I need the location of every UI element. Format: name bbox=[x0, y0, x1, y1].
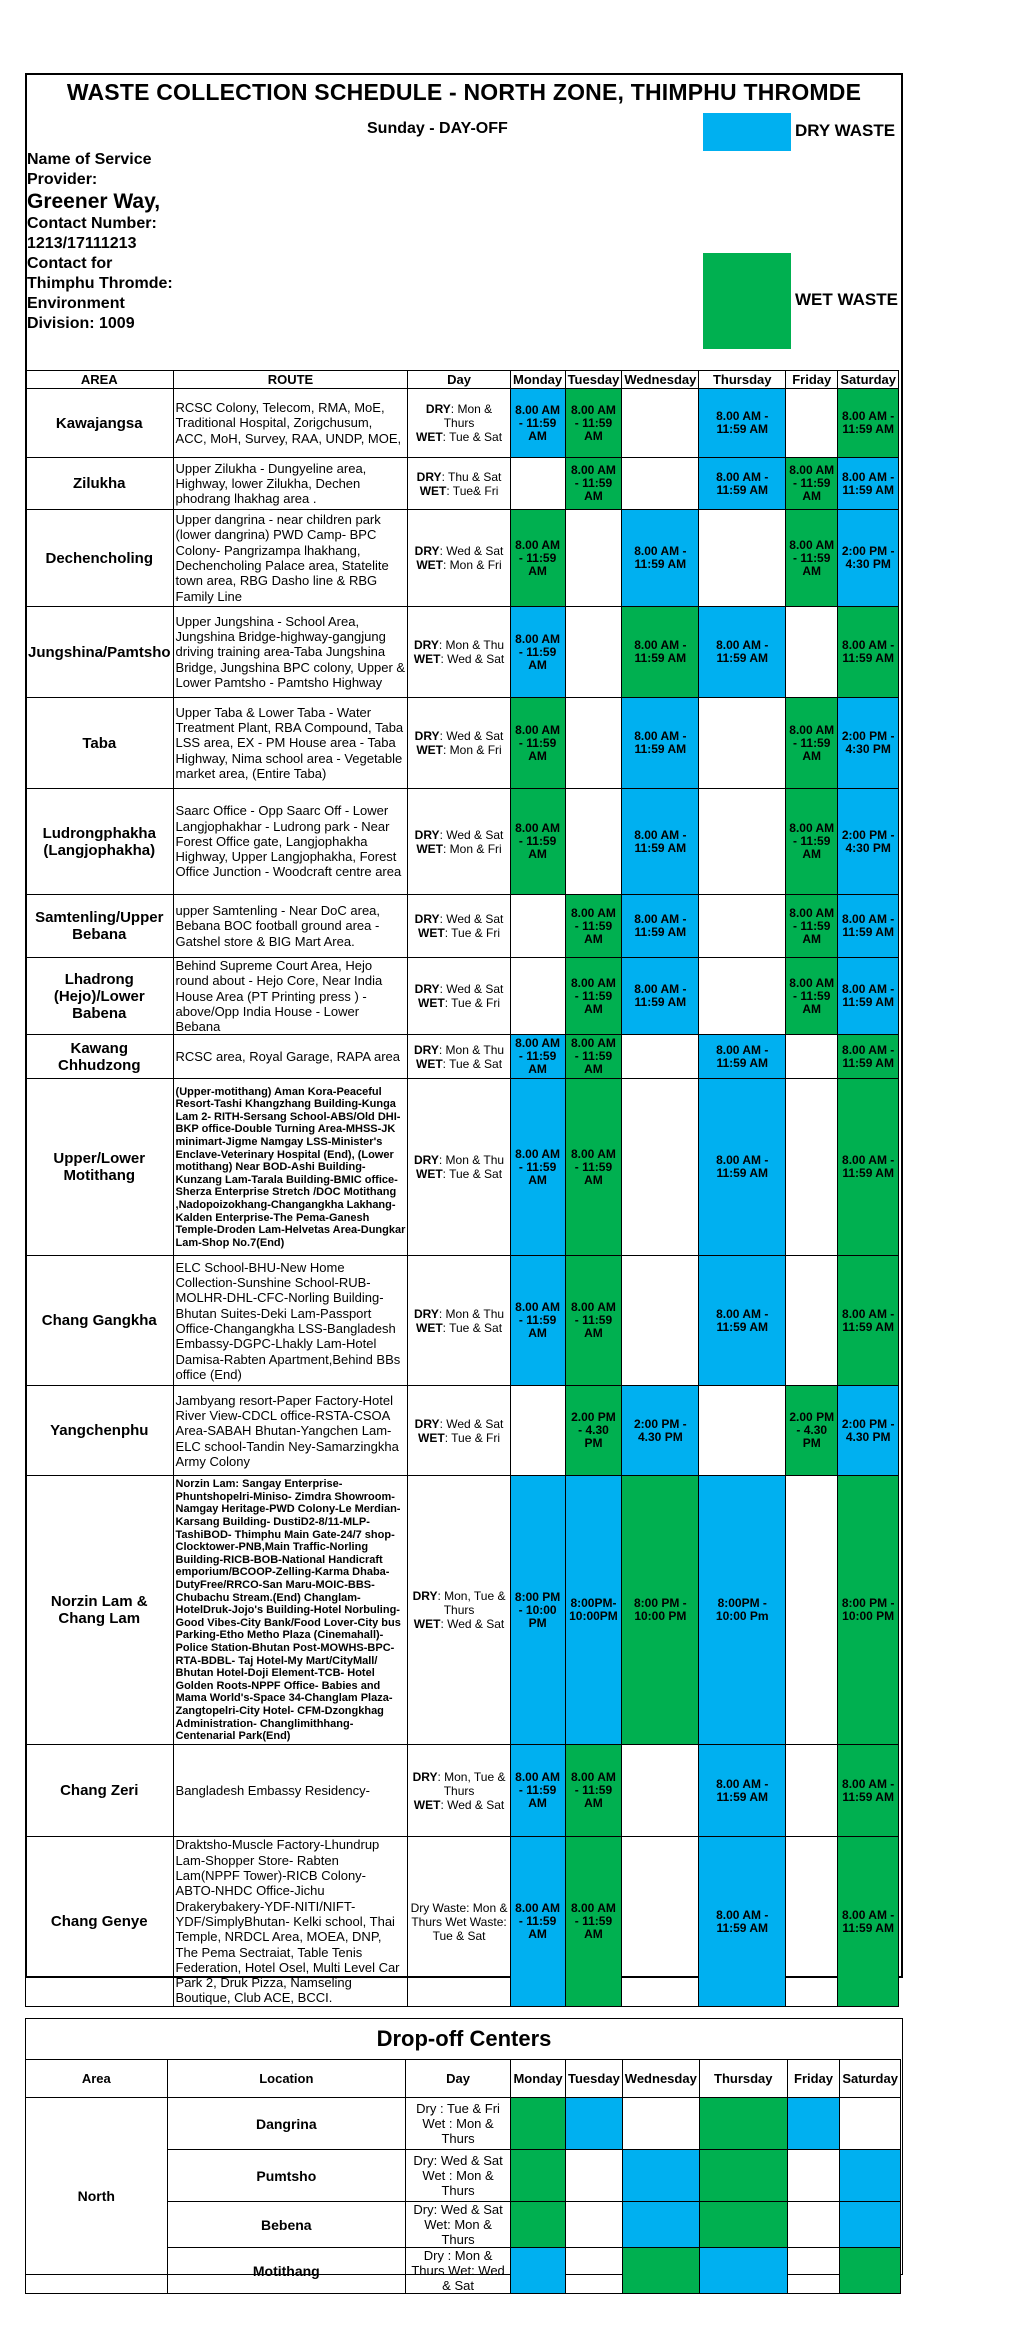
wet-days: : Tue & Fri bbox=[444, 926, 501, 940]
dry-days: : Mon & Thu bbox=[438, 1042, 505, 1057]
dropoff-slot-thursday bbox=[699, 2098, 787, 2150]
schedule-row bbox=[26, 389, 899, 458]
collection-slot-friday bbox=[786, 1745, 838, 1837]
dropoff-header-area: Area bbox=[26, 2060, 168, 2098]
dropoff-slot-friday bbox=[787, 2202, 840, 2248]
route-description: Upper Jungshina - School Area, Jungshina Bridge-highway-gangjung driving training area-Taba Jungshina Bridge, Jungshina BPC colony, Upper & Lower Pamtsho - Pamtsho Highway bbox=[173, 607, 408, 698]
collection-slot-wednesday bbox=[622, 1035, 699, 1079]
collection-slot-wednesday bbox=[622, 458, 699, 510]
day-off-note: Sunday - DAY-OFF bbox=[367, 120, 508, 137]
route-description: (Upper-motithang) Aman Kora-Peaceful Resort-Tashi Khangzhang Building-Kunga Lam 2- RITH-Sersang School-ABS/Old DHI-BKP office-Double Turning Area-MHSS-JK minimart-Jigme Namgay LSS-Minister's Enclave-Veterinary Hospital (End), (Lower motithang) Near BOD-Ashi Building-Kunzang Lam-Tarala Building-BMIC office-Sherza Enterprise Stretch /DOC Motithang ,Nadopoizokhang-Changangkha Lakhang-Kalden Enterprise-The Pema-Ganesh Temple-Droden Lam-Helvetas Area-Dungkar Lam-Shop No.7(End) bbox=[173, 1079, 408, 1256]
collection-days bbox=[408, 1256, 510, 1386]
dry-waste-legend-label: DRY WASTE bbox=[795, 121, 896, 140]
collection-slot-thursday: 8.00 AM - 11:59 AM bbox=[699, 607, 786, 698]
collection-slot-monday: 8:00 PM - 10:00 PM bbox=[510, 1476, 565, 1745]
route-description: Jambyang resort-Paper Factory-Hotel River View-CDCL office-RSTA-CSOA Area-SABAH Bhutan-Yangchen Lam-ELC school-Tandin Ney-Samarzingkha Army Colony bbox=[173, 1386, 408, 1476]
collection-slot-tuesday: 8.00 AM - 11:59 AM bbox=[565, 1035, 622, 1079]
wet-days: : Tue & Sat bbox=[442, 430, 503, 444]
dropoff-slot-wednesday bbox=[622, 2098, 699, 2150]
route-description: Upper Taba & Lower Taba - Water Treatment Plant, RBA Compound, Taba LSS area, EX - PM House area - Taba Highway, Nima school area - Vegetable market area, (Entire Taba) bbox=[173, 698, 408, 789]
collection-slot-saturday: 2:00 PM - 4.30 PM bbox=[838, 1386, 899, 1476]
dry-days: : Mon & Thu bbox=[438, 1153, 505, 1168]
wet-days: : Mon & Fri bbox=[443, 743, 502, 757]
collection-slot-saturday: 2:00 PM - 4:30 PM bbox=[838, 510, 899, 607]
collection-slot-saturday: 8.00 AM - 11:59 AM bbox=[838, 1837, 899, 2006]
contact-number: 1213/17111213 bbox=[27, 235, 137, 252]
page-title: WASTE COLLECTION SCHEDULE - NORTH ZONE, THIMPHU THROMDE bbox=[66, 79, 862, 105]
collection-slot-monday: 8.00 AM - 11:59 AM bbox=[510, 789, 565, 895]
wet-key: WET bbox=[416, 743, 444, 757]
area-name: Kawajangsa bbox=[26, 389, 174, 458]
dry-key: DRY bbox=[414, 1306, 439, 1321]
collection-slot-tuesday bbox=[565, 698, 622, 789]
dry-days: : Wed & Sat bbox=[439, 982, 504, 997]
dropoff-slot-monday bbox=[511, 2098, 566, 2150]
collection-slot-friday: 2.00 PM - 4.30 PM bbox=[786, 1386, 838, 1476]
dropoff-table bbox=[25, 2059, 901, 2294]
column-header-tuesday: Tuesday bbox=[565, 371, 622, 389]
collection-slot-friday bbox=[786, 1079, 838, 1256]
collection-slot-monday: 8.00 AM - 11:59 AM bbox=[510, 1745, 565, 1837]
dry-key: DRY bbox=[412, 1589, 438, 1604]
column-header-route: ROUTE bbox=[173, 371, 408, 389]
collection-slot-tuesday bbox=[565, 607, 622, 698]
area-name: Chang Zeri bbox=[26, 1745, 174, 1837]
dry-key: DRY bbox=[414, 1416, 440, 1431]
dropoff-slot-saturday bbox=[840, 2248, 901, 2294]
dropoff-slot-friday bbox=[787, 2150, 840, 2202]
wet-days: : Tue & Sat bbox=[442, 1056, 503, 1071]
collection-slot-thursday: 8:00PM - 10:00 Pm bbox=[699, 1476, 786, 1745]
collection-slot-saturday: 8.00 AM - 11:59 AM bbox=[838, 458, 899, 510]
collection-slot-tuesday bbox=[565, 789, 622, 895]
collection-slot-tuesday: 8.00 AM - 11:59 AM bbox=[565, 389, 622, 458]
collection-slot-friday bbox=[786, 389, 838, 458]
collection-slot-tuesday: 8.00 AM - 11:59 AM bbox=[565, 458, 622, 510]
dropoff-header-friday: Friday bbox=[787, 2060, 840, 2098]
collection-slot-saturday: 8:00 PM - 10:00 PM bbox=[838, 1476, 899, 1745]
collection-slot-tuesday: 2.00 PM - 4.30 PM bbox=[565, 1386, 622, 1476]
dry-days: : Mon, Tue & Thurs bbox=[437, 1769, 506, 1798]
provider-label: Name of Service Provider: bbox=[27, 151, 152, 188]
collection-days bbox=[408, 1035, 510, 1079]
collection-slot-saturday: 8.00 AM - 11:59 AM bbox=[838, 1079, 899, 1256]
area-name: Samtenling/Upper Bebana bbox=[26, 895, 174, 958]
collection-slot-saturday: 8.00 AM - 11:59 AM bbox=[838, 958, 899, 1035]
column-header-monday: Monday bbox=[510, 371, 565, 389]
collection-slot-saturday: 8.00 AM - 11:59 AM bbox=[838, 1256, 899, 1386]
wet-key: WET bbox=[418, 1430, 445, 1445]
collection-slot-thursday bbox=[699, 698, 786, 789]
dropoff-slot-monday bbox=[511, 2202, 566, 2248]
route-description: Saarc Office - Opp Saarc Off - Lower Langjophakhar - Ludrong park - Near Forest Office gate, Langjophakha Highway, Upper Langjophakha, Forest Office Junction - Woodcraft centre area bbox=[173, 789, 408, 895]
collection-slot-tuesday: 8.00 AM - 11:59 AM bbox=[565, 958, 622, 1035]
dry-days: : Wed & Sat bbox=[439, 729, 504, 743]
schedule-row bbox=[26, 1837, 899, 2006]
route-description: Draktsho-Muscle Factory-Lhundrup Lam-Shopper Store- Rabten Lam(NPPF Tower)-RICB Colony-ABTO-NHDC Office-Jichu Drakerybakery-YDF-NITI/NIFT-YDF/SimplyBhutan- Kelki school, Thai Temple, NRDCL Area, MOEA, DNP, The Pema Sectraiat, Table Tenis Federation, Hotel Osel, Multi Level Car Park 2, Druk Pizza, Namseling Boutique, Club ACE, BCCI. bbox=[173, 1837, 408, 2006]
route-description: upper Samtenling - Near DoC area, Bebana BOC football ground area - Gatshel store & BIG Mart Area. bbox=[173, 895, 408, 958]
dropoff-area: North bbox=[26, 2098, 168, 2294]
area-name: Dechencholing bbox=[26, 510, 174, 607]
collection-slot-monday: 8.00 AM - 11:59 AM bbox=[510, 1035, 565, 1079]
collection-slot-wednesday bbox=[622, 1837, 699, 2006]
column-header-wednesday: Wednesday bbox=[622, 371, 699, 389]
dropoff-slot-monday bbox=[511, 2150, 566, 2202]
dropoff-slot-thursday bbox=[699, 2248, 787, 2294]
wet-days: : Mon & Fri bbox=[443, 558, 502, 572]
schedule-table bbox=[25, 370, 899, 2007]
dry-days: : Wed & Sat bbox=[439, 912, 504, 926]
dry-key: DRY bbox=[414, 544, 440, 558]
dropoff-location: Bebena bbox=[167, 2202, 406, 2248]
dropoff-days: Dry: Wed & Sat Wet : Mon & Thurs bbox=[406, 2150, 511, 2202]
collection-slot-saturday: 8.00 AM - 11:59 AM bbox=[838, 1035, 899, 1079]
collection-days bbox=[408, 698, 510, 789]
dropoff-header-day: Day bbox=[406, 2060, 511, 2098]
schedule-row bbox=[26, 1035, 899, 1079]
collection-slot-thursday bbox=[699, 1386, 786, 1476]
collection-slot-thursday bbox=[699, 510, 786, 607]
collection-slot-wednesday: 8:00 PM - 10:00 PM bbox=[622, 1476, 699, 1745]
collection-slot-wednesday: 2:00 PM - 4.30 PM bbox=[622, 1386, 699, 1476]
thromde-contact-label: Contact for Thimphu Thromde: bbox=[27, 255, 173, 292]
collection-slot-tuesday: 8.00 AM - 11:59 AM bbox=[565, 1079, 622, 1256]
collection-slot-monday: 8.00 AM - 11:59 AM bbox=[510, 607, 565, 698]
dropoff-slot-saturday bbox=[840, 2202, 901, 2248]
dry-key: DRY bbox=[414, 638, 439, 652]
schedule-row bbox=[26, 1079, 899, 1256]
dry-days: : Thu & Sat bbox=[441, 469, 502, 484]
dry-key: DRY bbox=[414, 982, 440, 997]
area-name: Chang Genye bbox=[26, 1837, 174, 2006]
area-name: Yangchenphu bbox=[26, 1386, 174, 1476]
dropoff-slot-friday bbox=[787, 2248, 840, 2294]
collection-slot-friday: 8.00 AM - 11:59 AM bbox=[786, 458, 838, 510]
dry-days: : Wed & Sat bbox=[439, 1416, 504, 1431]
dropoff-slot-tuesday bbox=[566, 2150, 623, 2202]
schedule-row bbox=[26, 1745, 899, 1837]
schedule-row bbox=[26, 958, 899, 1035]
dry-waste-legend-swatch bbox=[703, 113, 791, 151]
collection-days bbox=[408, 1745, 510, 1837]
schedule-row bbox=[26, 458, 899, 510]
collection-slot-wednesday bbox=[622, 1745, 699, 1837]
dry-days: : Mon & Thu bbox=[438, 638, 505, 652]
collection-slot-wednesday bbox=[622, 1079, 699, 1256]
area-name: Norzin Lam & Chang Lam bbox=[26, 1476, 174, 1745]
collection-slot-monday: 8.00 AM - 11:59 AM bbox=[510, 1837, 565, 2006]
dry-days: : Mon & Thu bbox=[438, 1306, 505, 1321]
collection-slot-saturday: 8.00 AM - 11:59 AM bbox=[838, 389, 899, 458]
dropoff-days: Dry : Tue & Fri Wet : Mon & Thurs bbox=[406, 2098, 511, 2150]
route-description: Upper Zilukha - Dungyeline area, Highway, lower Zilukha, Dechen phodrang lhakhag area . bbox=[173, 458, 408, 510]
collection-days bbox=[408, 389, 510, 458]
collection-slot-wednesday: 8.00 AM - 11:59 AM bbox=[622, 607, 699, 698]
collection-slot-friday bbox=[786, 1035, 838, 1079]
collection-slot-friday bbox=[786, 607, 838, 698]
schedule-row bbox=[26, 510, 899, 607]
contact-label: Contact Number: bbox=[27, 215, 157, 232]
wet-days: : Tue & Sat bbox=[442, 1320, 503, 1335]
dropoff-slot-wednesday bbox=[622, 2248, 699, 2294]
dropoff-header-location: Location bbox=[167, 2060, 406, 2098]
wet-key: WET bbox=[416, 1056, 443, 1071]
area-name: Taba bbox=[26, 698, 174, 789]
dropoff-slot-monday bbox=[511, 2248, 566, 2294]
area-name: Ludrongphakha (Langjophakha) bbox=[26, 789, 174, 895]
collection-slot-wednesday: 8.00 AM - 11:59 AM bbox=[622, 698, 699, 789]
collection-slot-tuesday: 8.00 AM - 11:59 AM bbox=[565, 1837, 622, 2006]
wet-waste-legend-label: WET WASTE bbox=[795, 290, 898, 309]
collection-days bbox=[408, 1079, 510, 1256]
wet-key: WET bbox=[413, 652, 441, 666]
dry-days: : Wed & Sat bbox=[439, 827, 504, 842]
dry-key: DRY bbox=[414, 827, 440, 842]
wet-key: WET bbox=[413, 1797, 441, 1812]
collection-slot-thursday: 8.00 AM - 11:59 AM bbox=[699, 1837, 786, 2006]
area-name: Zilukha bbox=[26, 458, 174, 510]
collection-slot-saturday: 2:00 PM - 4:30 PM bbox=[838, 789, 899, 895]
provider-name: Greener Way, bbox=[27, 190, 161, 213]
wet-key: WET bbox=[416, 430, 443, 444]
dry-key: DRY bbox=[414, 1042, 439, 1057]
collection-slot-saturday: 2:00 PM - 4:30 PM bbox=[838, 698, 899, 789]
collection-days-text: Dry Waste: Mon & Thurs Wet Waste: Tue & Sat bbox=[410, 1900, 508, 1943]
dropoff-location: Motithang bbox=[167, 2248, 406, 2294]
wet-key: WET bbox=[418, 926, 445, 940]
dry-key: DRY bbox=[414, 912, 440, 926]
area-name: Jungshina/Pamtsho bbox=[26, 607, 174, 698]
schedule-row bbox=[26, 1386, 899, 1476]
collection-slot-wednesday: 8.00 AM - 11:59 AM bbox=[622, 895, 699, 958]
route-description: Behind Supreme Court Area, Hejo round about - Hejo Core, Near India House Area (PT Printing press ) - above/Opp India House - Lower Bebana bbox=[173, 958, 408, 1035]
collection-days bbox=[408, 1386, 510, 1476]
collection-days bbox=[408, 607, 510, 698]
collection-slot-saturday: 8.00 AM - 11:59 AM bbox=[838, 1745, 899, 1837]
wet-days: : Tue & Sat bbox=[442, 1167, 503, 1182]
wet-days: : Mon & Fri bbox=[443, 841, 502, 856]
route-description: ELC School-BHU-New Home Collection-Sunshine School-RUB-MOLHR-DHL-CFC-Norling Building-Bhutan Suites-Deki Lam-Passport Office-Changangkha LSS-Bangladesh Embassy-DGPC-Lhakly Lam-Hotel Damisa-Rabten Apartment,Behind BBs office (End) bbox=[173, 1256, 408, 1386]
schedule-row bbox=[26, 607, 899, 698]
collection-slot-saturday: 8.00 AM - 11:59 AM bbox=[838, 895, 899, 958]
dropoff-slot-wednesday bbox=[622, 2202, 699, 2248]
provider-info bbox=[27, 150, 177, 334]
dropoff-slot-friday bbox=[787, 2098, 840, 2150]
collection-slot-friday: 8.00 AM - 11:59 AM bbox=[786, 510, 838, 607]
schedule-row bbox=[26, 698, 899, 789]
wet-key: WET bbox=[416, 1167, 443, 1182]
route-description: RCSC Colony, Telecom, RMA, MoE, Traditional Hospital, Zorigchusum, ACC, MoH, Survey, RAA, UNDP, MOE, bbox=[173, 389, 408, 458]
dry-key: DRY bbox=[412, 1769, 438, 1784]
dropoff-slot-thursday bbox=[699, 2202, 787, 2248]
wet-days: : Wed & Sat bbox=[440, 1617, 505, 1632]
collection-slot-friday bbox=[786, 1476, 838, 1745]
column-header-friday: Friday bbox=[786, 371, 838, 389]
wet-key: WET bbox=[418, 996, 445, 1011]
dropoff-title: Drop-off Centers bbox=[376, 2026, 552, 2051]
dropoff-row bbox=[26, 2098, 901, 2150]
dry-key: DRY bbox=[414, 1153, 439, 1168]
schedule-row bbox=[26, 1256, 899, 1386]
collection-slot-thursday: 8.00 AM - 11:59 AM bbox=[699, 1256, 786, 1386]
dropoff-slot-saturday bbox=[840, 2098, 901, 2150]
schedule-row bbox=[26, 789, 899, 895]
dry-key: DRY bbox=[414, 729, 440, 743]
collection-days bbox=[408, 1837, 510, 2006]
dropoff-header-monday: Monday bbox=[511, 2060, 566, 2098]
area-name: Lhadrong (Hejo)/Lower Babena bbox=[26, 958, 174, 1035]
collection-slot-tuesday: 8:00PM- 10:00PM bbox=[565, 1476, 622, 1745]
collection-slot-tuesday: 8.00 AM - 11:59 AM bbox=[565, 1256, 622, 1386]
collection-slot-friday bbox=[786, 1256, 838, 1386]
wet-key: WET bbox=[413, 1617, 441, 1632]
collection-slot-wednesday: 8.00 AM - 11:59 AM bbox=[622, 789, 699, 895]
dropoff-location: Pumtsho bbox=[167, 2150, 406, 2202]
column-header-thursday: Thursday bbox=[699, 371, 786, 389]
dropoff-days: Dry: Wed & Sat Wet: Mon & Thurs bbox=[406, 2202, 511, 2248]
wet-key: WET bbox=[416, 841, 444, 856]
dry-days: : Mon & Thurs bbox=[443, 402, 493, 430]
column-header-saturday: Saturday bbox=[838, 371, 899, 389]
collection-slot-tuesday: 8.00 AM - 11:59 AM bbox=[565, 895, 622, 958]
collection-slot-monday bbox=[510, 958, 565, 1035]
collection-slot-thursday: 8.00 AM - 11:59 AM bbox=[699, 1035, 786, 1079]
column-header-area: AREA bbox=[26, 371, 174, 389]
dropoff-slot-tuesday bbox=[566, 2098, 623, 2150]
wet-key: WET bbox=[416, 1320, 443, 1335]
collection-slot-tuesday: 8.00 AM - 11:59 AM bbox=[565, 1745, 622, 1837]
collection-slot-thursday bbox=[699, 895, 786, 958]
dropoff-slot-wednesday bbox=[622, 2150, 699, 2202]
collection-slot-monday: 8.00 AM - 11:59 AM bbox=[510, 1256, 565, 1386]
collection-slot-monday bbox=[510, 895, 565, 958]
dropoff-days: Dry : Mon & Thurs Wet: Wed & Sat bbox=[406, 2248, 511, 2294]
collection-days bbox=[408, 895, 510, 958]
thromde-contact: Environment Division: 1009 bbox=[27, 295, 135, 332]
dropoff-header-thursday: Thursday bbox=[699, 2060, 787, 2098]
wet-days: : Tue& Fri bbox=[446, 483, 499, 498]
dry-key: DRY bbox=[425, 402, 451, 416]
collection-slot-saturday: 8.00 AM - 11:59 AM bbox=[838, 607, 899, 698]
collection-slot-thursday: 8.00 AM - 11:59 AM bbox=[699, 1079, 786, 1256]
collection-slot-monday bbox=[510, 458, 565, 510]
route-description: Norzin Lam: Sangay Enterprise-Phuntshopelri-Miniso- Zimdra Showroom-Namgay Heritage-PWD Colony-Le Merdian-Karsang Building- DustiD2-8/11-MLP-TashiBOD- Thimphu Main Gate-24/7 shop-Clocktower-PNB,Main Traffic-Norling Building-RICB-BOB-National Handicraft emporium/BCOOP-Zelling-Karma Dhaba-DutyFree/RRCO-San Maru-MOIC-BBS-Chubachu Stream.(End) Changlam-HotelDruk-Jojo's Building-Hotel Norbuling-Good Vibes-City Bank/Food Lover-City bus Parking-Etho Metho Plaza (Cinemahall)-Police Station-Bhutan Post-MOWHS-BPC-RTA-BDBL- Taj Hotel-My Mart/CityMall/ Bhutan Hotel-Doji Element-TCB- Hotel Golden Roots-NPPF Office- Babies and Mama World's-Space 34-Changlam Plaza-Zangtopelri-City Hotel- CFM-Dzongkhag Administration- Changlimithhang-Centenarial Park(End) bbox=[173, 1476, 408, 1745]
collection-slot-monday: 8.00 AM - 11:59 AM bbox=[510, 510, 565, 607]
collection-slot-wednesday: 8.00 AM - 11:59 AM bbox=[622, 958, 699, 1035]
wet-days: : Tue & Fri bbox=[444, 1430, 501, 1445]
collection-slot-monday: 8.00 AM - 11:59 AM bbox=[510, 698, 565, 789]
dropoff-location: Dangrina bbox=[167, 2098, 406, 2150]
area-name: Chang Gangkha bbox=[26, 1256, 174, 1386]
dropoff-centers-panel bbox=[25, 2018, 903, 2293]
schedule-row bbox=[26, 1476, 899, 1745]
dropoff-slot-saturday bbox=[840, 2150, 901, 2202]
route-description: Upper dangrina - near children park (lower dangrina) PWD Camp- BPC Colony- Pangrizampa lhakhang, Dechencholing Palace area, Statelite town area, RBG Dasho line & RBG Family Line bbox=[173, 510, 408, 607]
area-name: Upper/Lower Motithang bbox=[26, 1079, 174, 1256]
collection-slot-friday: 8.00 AM - 11:59 AM bbox=[786, 698, 838, 789]
route-description: RCSC area, Royal Garage, RAPA area bbox=[173, 1035, 408, 1079]
collection-slot-thursday: 8.00 AM - 11:59 AM bbox=[699, 389, 786, 458]
collection-slot-friday: 8.00 AM - 11:59 AM bbox=[786, 895, 838, 958]
wet-waste-legend-swatch bbox=[703, 253, 791, 349]
dry-days: : Mon, Tue & Thurs bbox=[437, 1589, 506, 1618]
dropoff-header-tuesday: Tuesday bbox=[566, 2060, 623, 2098]
collection-days bbox=[408, 510, 510, 607]
collection-slot-friday: 8.00 AM - 11:59 AM bbox=[786, 958, 838, 1035]
column-header-day: Day bbox=[408, 371, 510, 389]
wet-days: : Wed & Sat bbox=[440, 652, 505, 666]
schedule-row bbox=[26, 895, 899, 958]
collection-days bbox=[408, 1476, 510, 1745]
dropoff-header-saturday: Saturday bbox=[840, 2060, 901, 2098]
collection-days bbox=[408, 458, 510, 510]
wet-key: WET bbox=[416, 558, 444, 572]
collection-slot-monday: 8.00 AM - 11:59 AM bbox=[510, 1079, 565, 1256]
dropoff-slot-tuesday bbox=[566, 2202, 623, 2248]
collection-slot-tuesday bbox=[565, 510, 622, 607]
dry-key: DRY bbox=[416, 469, 442, 484]
collection-slot-thursday bbox=[699, 958, 786, 1035]
collection-slot-wednesday bbox=[622, 1256, 699, 1386]
schedule-sheet bbox=[25, 73, 903, 2006]
collection-slot-monday: 8.00 AM - 11:59 AM bbox=[510, 389, 565, 458]
collection-slot-thursday bbox=[699, 789, 786, 895]
collection-slot-thursday: 8.00 AM - 11:59 AM bbox=[699, 1745, 786, 1837]
collection-slot-friday: 8.00 AM - 11:59 AM bbox=[786, 789, 838, 895]
dry-days: : Wed & Sat bbox=[439, 544, 504, 558]
dropoff-header-wednesday: Wednesday bbox=[622, 2060, 699, 2098]
wet-key: WET bbox=[419, 483, 447, 498]
collection-days bbox=[408, 789, 510, 895]
collection-slot-monday bbox=[510, 1386, 565, 1476]
collection-slot-wednesday bbox=[622, 389, 699, 458]
collection-slot-wednesday: 8.00 AM - 11:59 AM bbox=[622, 510, 699, 607]
dropoff-slot-tuesday bbox=[566, 2248, 623, 2294]
collection-slot-friday bbox=[786, 1837, 838, 2006]
wet-days: : Tue & Fri bbox=[444, 996, 501, 1011]
collection-days bbox=[408, 958, 510, 1035]
wet-days: : Wed & Sat bbox=[440, 1797, 505, 1812]
route-description: Bangladesh Embassy Residency- bbox=[173, 1745, 408, 1837]
collection-slot-thursday: 8.00 AM - 11:59 AM bbox=[699, 458, 786, 510]
dropoff-slot-thursday bbox=[699, 2150, 787, 2202]
area-name: Kawang Chhudzong bbox=[26, 1035, 174, 1079]
